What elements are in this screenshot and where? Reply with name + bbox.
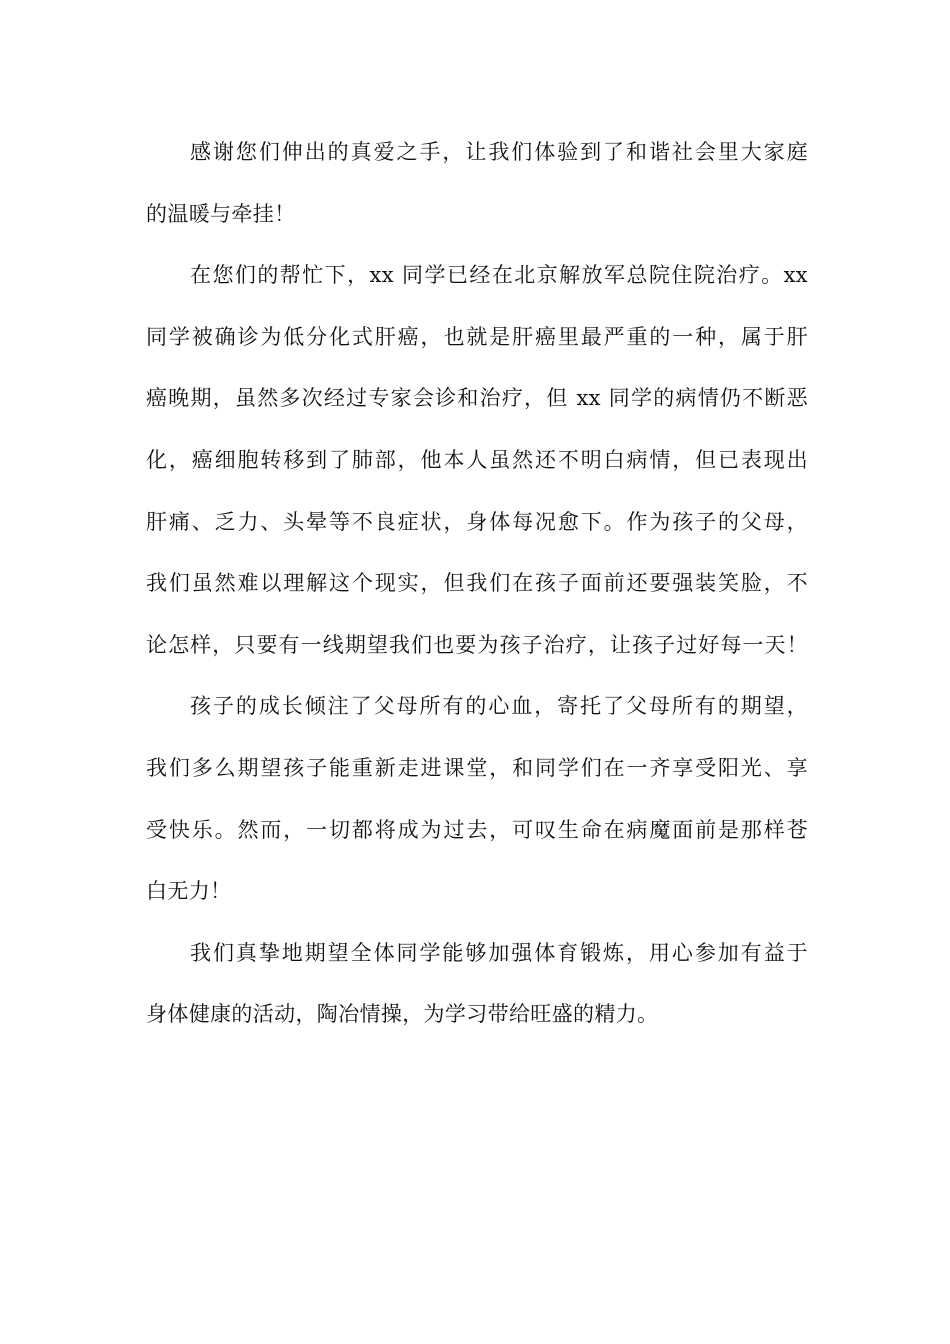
paragraph-3-line-3: 受快乐。然而，一切都将成为过去，可叹生命在病魔面前是那样苍 — [146, 817, 808, 842]
paragraph-1-line-2: 的温暖与牵挂！ — [146, 201, 296, 226]
paragraph-4-line-1: 我们真挚地期望全体同学能够加强体育锻炼，用心参加有益于 — [190, 940, 808, 965]
paragraph-3-line-2: 我们多么期望孩子能重新走进课堂，和同学们在一齐享受阳光、享 — [146, 755, 808, 780]
paragraph-2-line-2: 同学被确诊为低分化式肝癌，也就是肝癌里最严重的一种，属于肝 — [146, 324, 808, 349]
paragraph-1-line-1: 感谢您们伸出的真爱之手，让我们体验到了和谐社会里大家庭 — [190, 140, 808, 164]
paragraph-2-line-4: 化，癌细胞转移到了肺部，他本人虽然还不明白病情，但已表现出 — [146, 447, 808, 472]
paragraph-2-line-6: 我们虽然难以理解这个现实，但我们在孩子面前还要强装笑脸，不 — [146, 571, 808, 596]
document-body — [146, 122, 808, 1046]
paragraph-3-line-1: 孩子的成长倾注了父母所有的心血，寄托了父母所有的期望， — [190, 694, 808, 719]
paragraph-2-line-5: 肝痛、乏力、头晕等不良症状，身体每况愈下。作为孩子的父母， — [146, 509, 808, 534]
paragraph-3-line-4: 白无力！ — [146, 879, 232, 904]
paragraph-4-line-2: 身体健康的活动，陶冶情操，为学习带给旺盛的精力。 — [146, 1002, 659, 1027]
paragraph-2-line-7: 论怎样，只要有一线期望我们也要为孩子治疗，让孩子过好每一天！ — [146, 632, 808, 657]
paragraph-2-line-3: 癌晚期，虽然多次经过专家会诊和治疗，但 xx 同学的病情仍不断恶 — [146, 386, 808, 411]
paragraph-2-line-1: 在您们的帮忙下，xx 同学已经在北京解放军总院住院治疗。xx — [190, 263, 808, 288]
